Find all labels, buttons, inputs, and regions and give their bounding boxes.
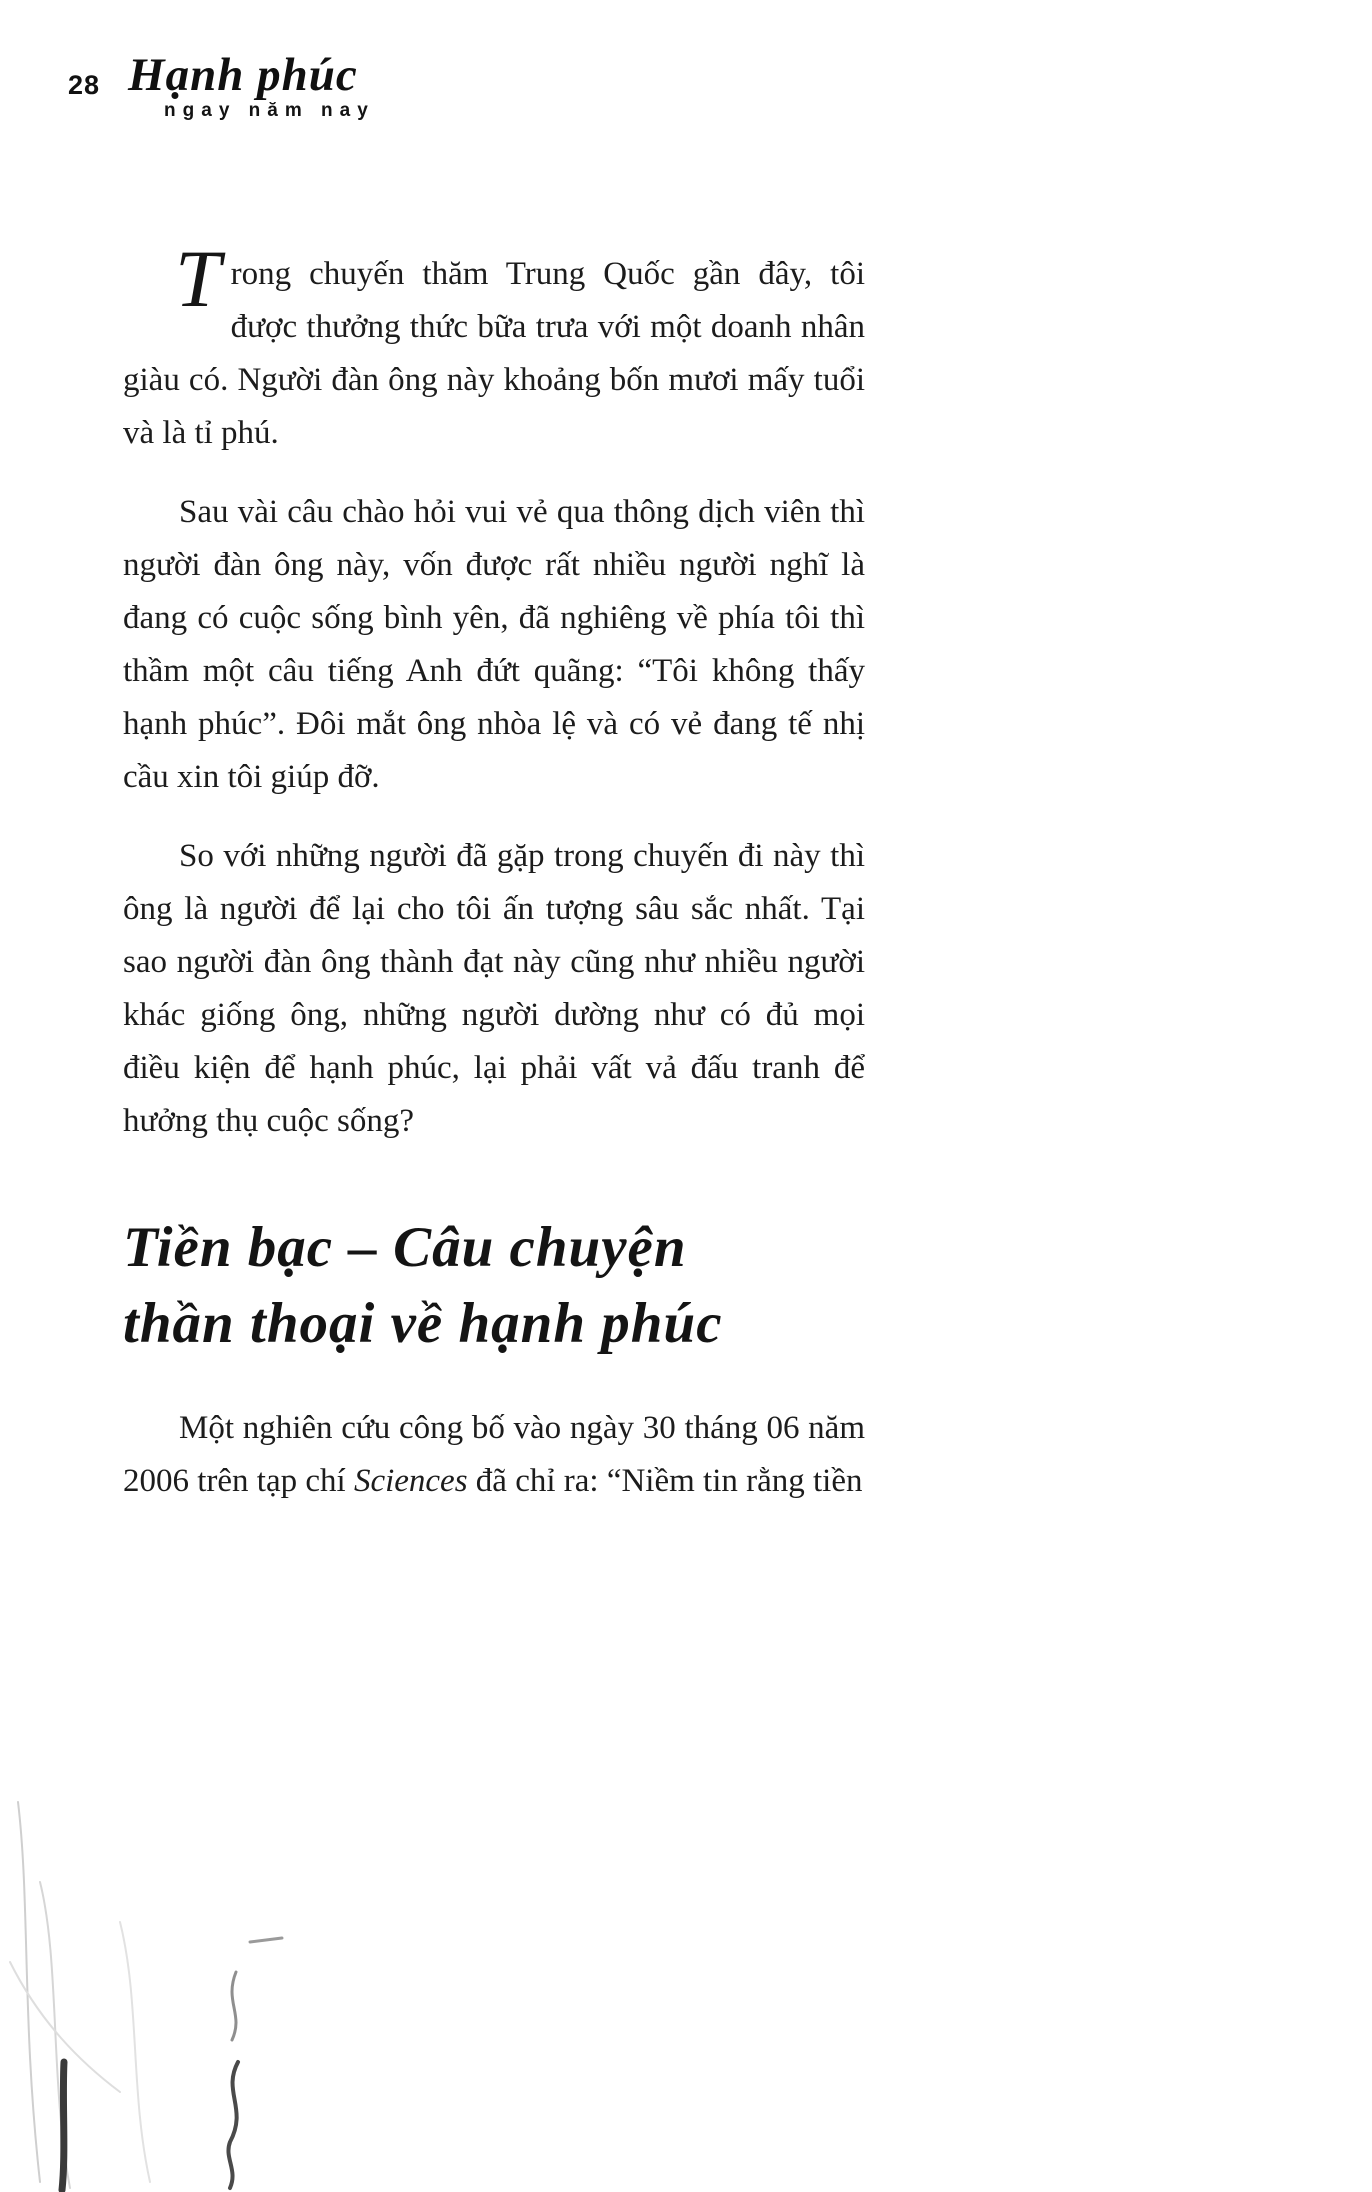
paragraph-1-text: rong chuyến thăm Trung Quốc gần đây, tôi được thưởng thức bữa trưa với một doanh nhân giàu có. Người đàn ông này khoảng bốn mươi mấy tuổi và là tỉ phú.: [123, 256, 865, 451]
section-heading: Tiền bạc – Câu chuyện thần thoại về hạnh phúc: [123, 1216, 723, 1355]
paragraph-4-start: Một nghiên cứu công bố vào ngày 30 tháng 06 năm 2006 trên tạp chí: [123, 1410, 865, 1499]
paragraph-4: [123, 1402, 865, 1508]
paragraph-1: [123, 233, 865, 460]
page-content: [123, 233, 865, 1534]
page-number: 28: [68, 70, 101, 100]
book-logo: [128, 49, 375, 122]
book-subtitle: ngay năm nay: [164, 100, 375, 121]
paragraph-3: So với những người đã gặp trong chuyến đi này thì ông là người để lại cho tôi ấn tượng sâu sắc nhất. Tại sao người đàn ông thành đạt này cũng như nhiều người khác giống ông, những người dường như có đủ mọi điều kiện để hạnh phúc, lại phải vất vả đấu tranh để hưởng thụ cuộc sống?: [123, 838, 865, 1139]
book-title-script: Hạnh phúc: [128, 49, 358, 101]
paragraph-2: Sau vài câu chào hỏi vui vẻ qua thông dịch viên thì người đàn ông này, vốn được rất nhiều người nghĩ là đang có cuộc sống bình yên, đã nghiêng về phía tôi thì thầm một câu tiếng Anh đứt quãng: “Tôi không thấy hạnh phúc”. Đôi mắt ông nhòa lệ và có vẻ đang tế nhị cầu xin tôi giúp đỡ.: [123, 494, 865, 795]
decorative-branch-sketch: [0, 1762, 520, 2192]
journal-name: Sciences: [353, 1463, 468, 1499]
dropcap-letter: T: [175, 233, 221, 324]
paragraph-4-end: đã chỉ ra: “Niềm tin rằng tiền: [467, 1463, 863, 1499]
page-header: [68, 49, 375, 122]
